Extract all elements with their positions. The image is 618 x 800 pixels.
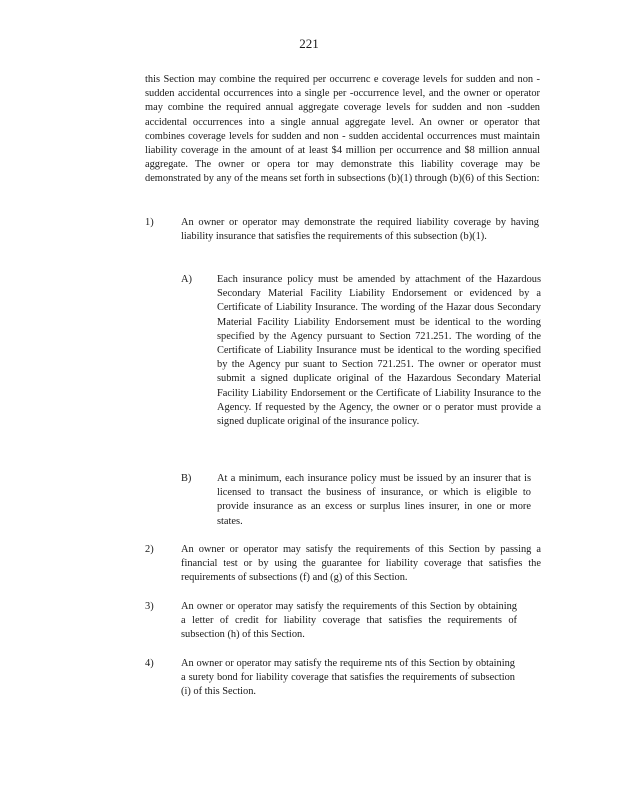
list-item-text: An owner or operator may satisfy the requireme nts of this Section by obtaining a surety bond for liability coverage that satisfies the requirements of subsection (i) of this Section. bbox=[181, 658, 515, 698]
list-item-text: At a minimum, each insurance policy must be issued by an insurer that is licensed to transact the business of insurance, or which is eligible to provide insurance as an excess or surplus lines insurer, in one or more states. bbox=[217, 473, 531, 527]
list-item-label: 4) bbox=[145, 658, 154, 669]
list-item-text: An owner or operator may satisfy the requirements of this Section by passing a financial test or by using the guarantee for liability coverage that satisfies the requirements of subsections (f) and (g) of this Section. bbox=[181, 544, 541, 584]
list-item-text: An owner or operator may satisfy the requirements of this Section by obtaining a letter of credit for liability coverage that satisfies the requirements of subsection (h) of this Section. bbox=[181, 601, 517, 641]
list-item-text: Each insurance policy must be amended by attachment of the Hazardous Secondary Material Facility Liability Endorsement or evidenced by a Certificate of Liability Insurance. The wording of the Hazar dous Secondary Material Facility Liability Endorsement must be identical to the wording specified by the Agency pursuant to Section 721.251. The wording of the Certificate of Liability Insurance must be identical to the wording specified by the Agency pur suant to Section 721.251. The owner or operator must submit a signed duplicate original of the Hazardous Secondary Material Facility Liability Endorsement or the Certificate of Liability Insurance to the Agency. If requested by the Agency, the owner or o perator must provide a signed duplicate original of the insurance policy. bbox=[217, 274, 541, 428]
list-item-label: B) bbox=[181, 473, 192, 484]
list-item-label: 1) bbox=[145, 217, 154, 228]
list-item-label: 3) bbox=[145, 601, 154, 612]
page-number: 221 bbox=[299, 36, 319, 51]
list-item-label: A) bbox=[181, 274, 192, 285]
list-item-text: An owner or operator may demonstrate the required liability coverage by having liability insurance that satisfies the requirements of this subsection (b)(1). bbox=[181, 217, 539, 243]
intro-paragraph: this Section may combine the required per occurrenc e coverage levels for sudden and non -sudden accidental occurrences into a single per -occurrence level, and the owner or operator may combine the required annual aggregate coverage levels for sudden and non -sudden accidental occurrences into a single annual aggregate level. An owner or operator that combines coverage levels for sudden and non - sudden accidental occurrences must maintain liability coverage in the amount of at least $4 million per occurrence and $8 million annual aggregate. The owner or opera tor may demonstrate this liability coverage may be demonstrated by any of the means set forth in subsections (b)(1) through (b)(6) of this Section: bbox=[145, 74, 540, 185]
list-item-label: 2) bbox=[145, 544, 154, 555]
